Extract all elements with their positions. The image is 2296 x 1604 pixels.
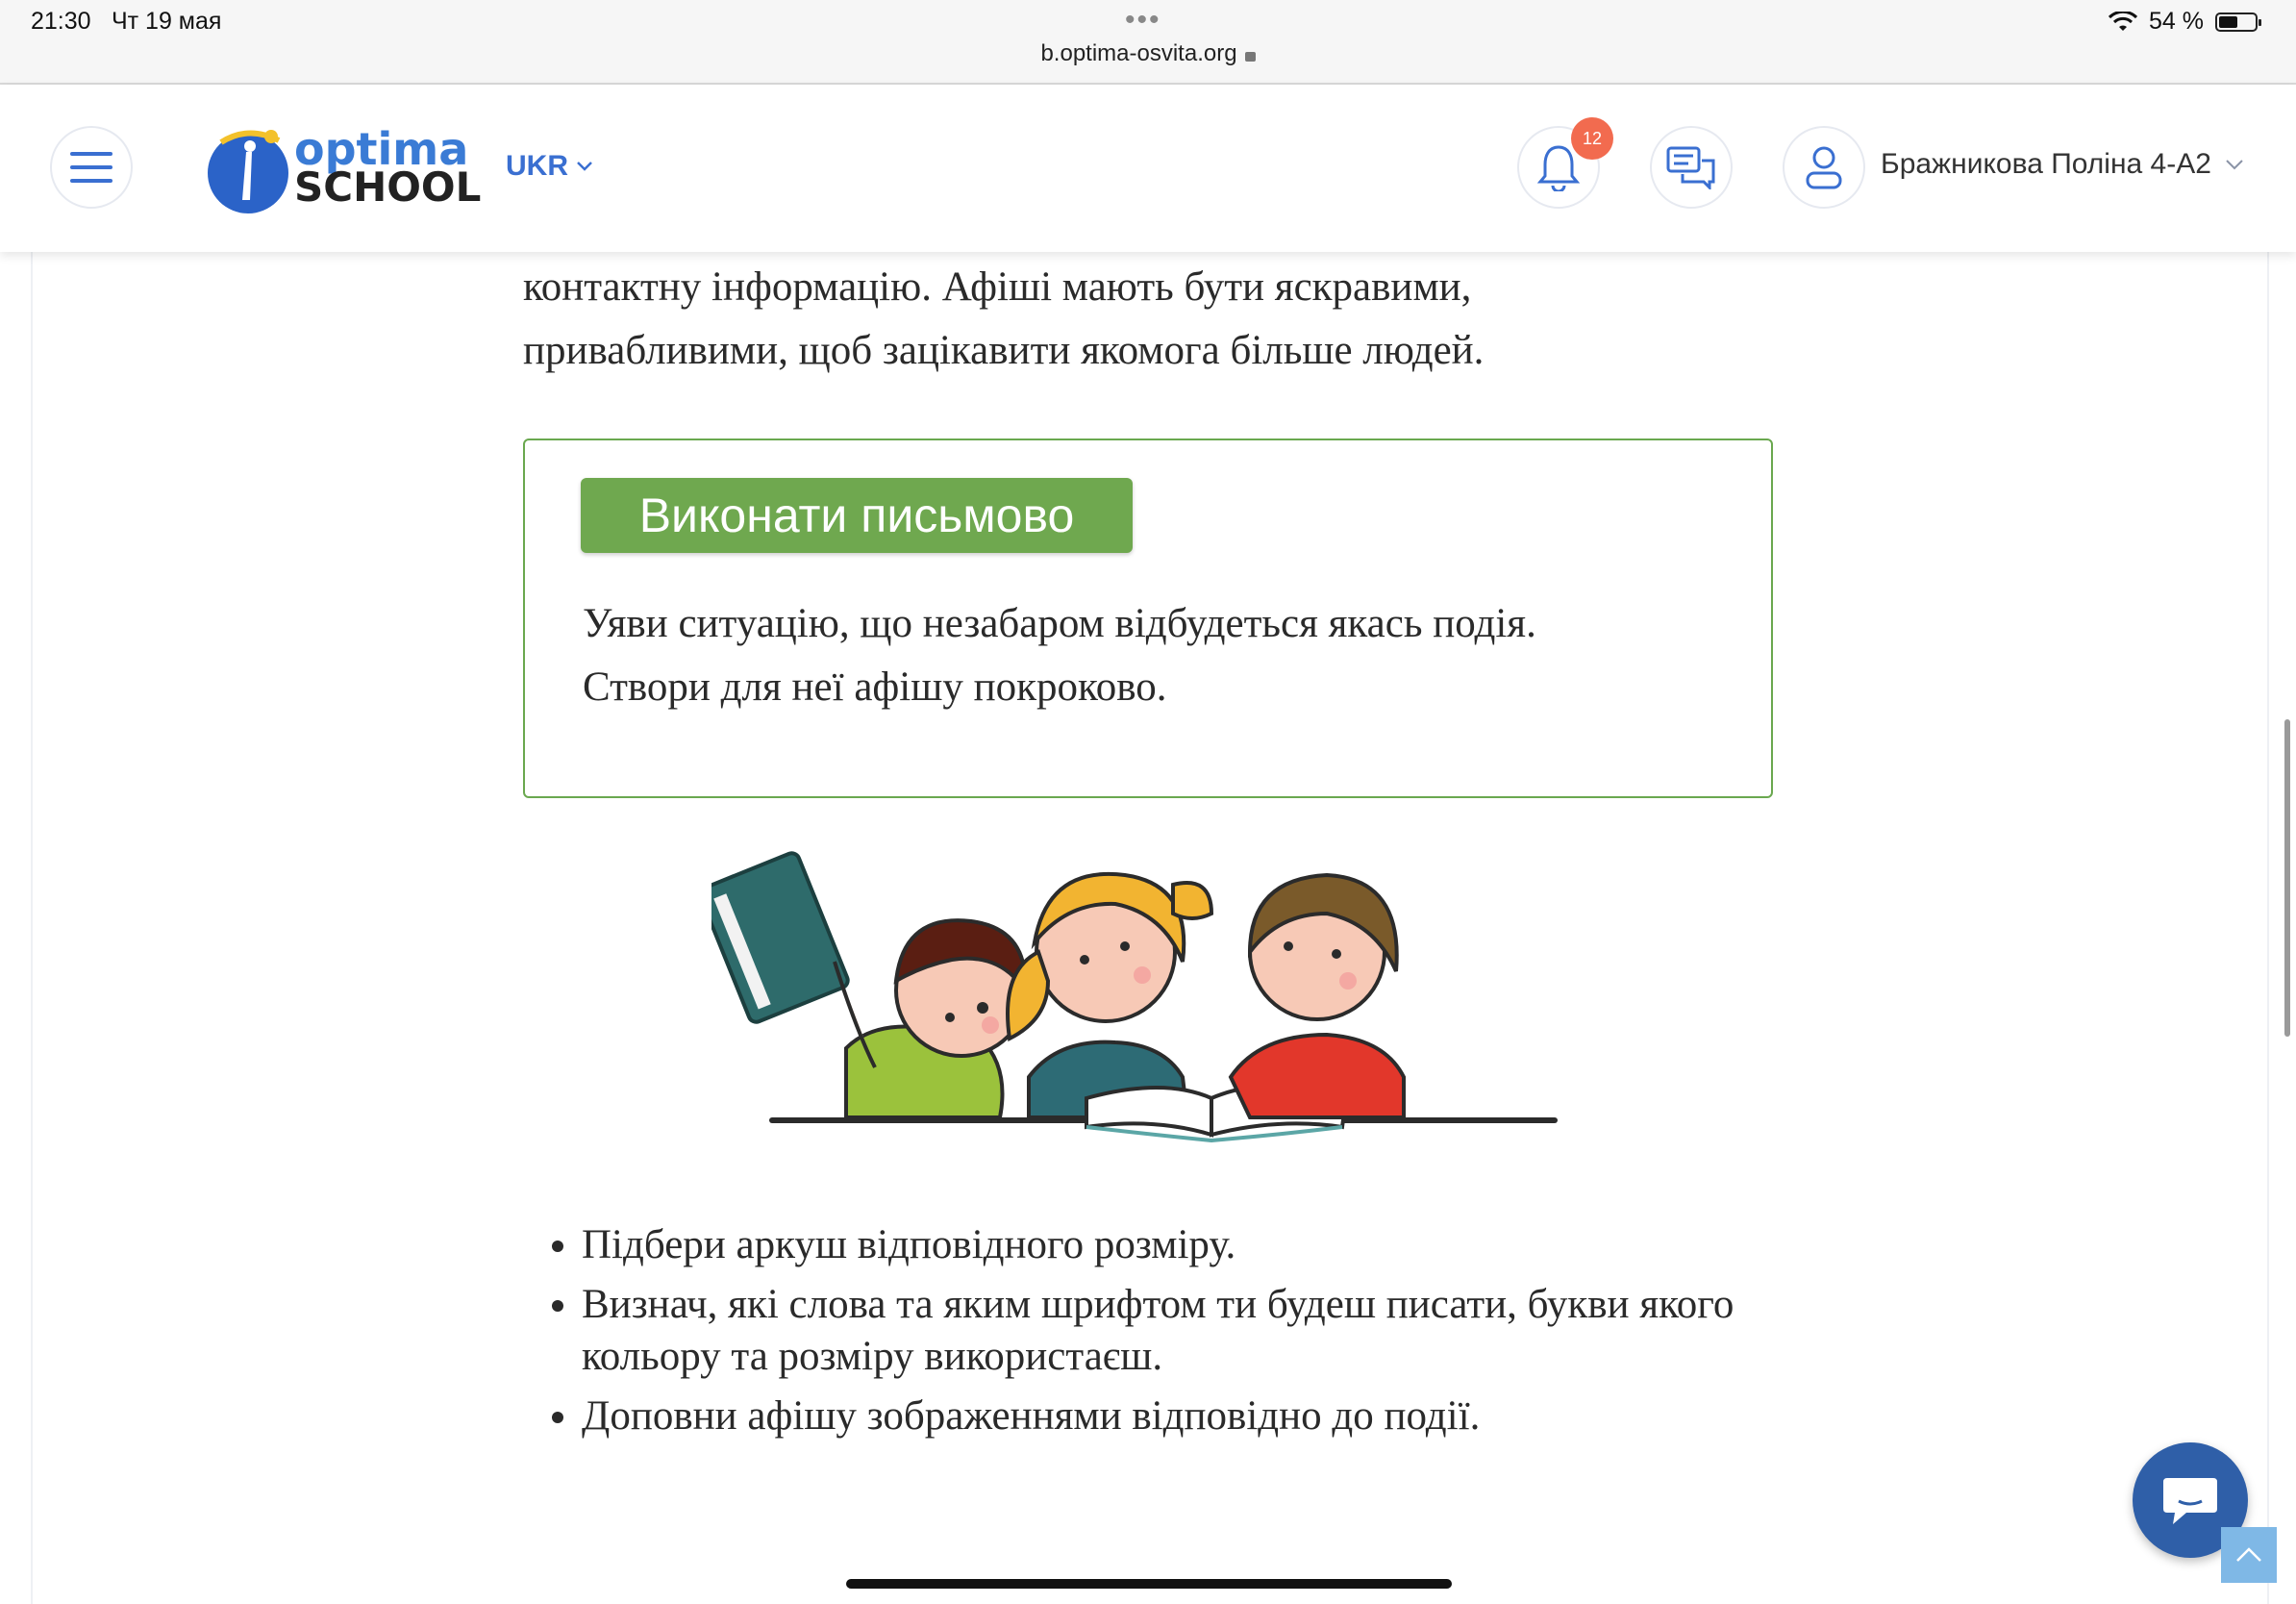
intro-paragraph [523, 256, 1773, 383]
user-avatar-button[interactable] [1783, 126, 1865, 209]
logo-text-optima: optima [294, 123, 469, 175]
optima-school-logo[interactable] [202, 123, 482, 215]
boy-with-book [711, 851, 1027, 1117]
list-item: • Визнач, які слова та яким шрифтом ти будеш писати, букви якого кольору та розміру використаєш. [582, 1279, 1832, 1383]
children-reading-illustration [711, 846, 1558, 1154]
site-header [0, 85, 2296, 252]
battery-icon [2215, 13, 2258, 32]
steps-list [538, 1219, 1832, 1450]
task-line: Уяви ситуацію, що незабаром відбудеться якась подія. [583, 601, 1536, 646]
scroll-to-top-button[interactable] [2221, 1527, 2277, 1583]
girl-reading [1008, 874, 1211, 1117]
page-scrollbar[interactable] [2284, 719, 2290, 1037]
user-icon [1805, 144, 1843, 190]
chat-bubbles-icon [1665, 145, 1717, 189]
do-in-writing-button[interactable]: Виконати письмово [581, 478, 1133, 553]
logo-emblem-icon [202, 123, 294, 215]
url-text: b.optima-osvita.org [1040, 40, 1237, 66]
status-bar [0, 0, 2296, 85]
status-right [2109, 8, 2258, 36]
user-name: Бражникова Поліна 4-А2 [1881, 148, 2211, 180]
home-indicator[interactable] [846, 1579, 1452, 1589]
battery-fill [2219, 16, 2237, 28]
notification-count-badge: 12 [1571, 117, 1613, 160]
multitasking-dots-icon[interactable]: ••• [1125, 4, 1161, 36]
chevron-up-icon [2235, 1547, 2262, 1563]
address-bar[interactable] [0, 40, 2296, 67]
wifi-icon [2109, 12, 2137, 33]
menu-button[interactable] [50, 126, 133, 209]
status-time: 21:30 [31, 8, 91, 35]
logo-text-school: SCHOOL [294, 163, 482, 211]
task-line: Створи для неї афішу покроково. [583, 664, 1167, 710]
battery-percent: 54 % [2149, 8, 2204, 35]
messages-button[interactable] [1650, 126, 1733, 209]
kid-in-red [1231, 875, 1404, 1117]
status-date: Чт 19 мая [112, 8, 222, 35]
chevron-down-icon [576, 161, 593, 172]
intro-line: привабливими, щоб зацікавити якомога більше людей. [523, 328, 1485, 373]
chevron-down-icon [2225, 159, 2244, 170]
task-description [583, 592, 1736, 719]
language-selector[interactable] [506, 150, 593, 183]
language-label: UKR [506, 150, 568, 182]
list-item: • Доповни афішу зображеннями відповідно до події. [582, 1391, 1832, 1442]
list-item: • Підбери аркуш відповідного розміру. [582, 1219, 1832, 1271]
user-menu[interactable] [1881, 148, 2244, 181]
lock-icon [1245, 52, 1256, 62]
hamburger-icon [70, 150, 112, 185]
chat-icon [2159, 1472, 2221, 1528]
intro-line: контактну інформацію. Афіші мають бути яскравими, [523, 264, 1472, 310]
